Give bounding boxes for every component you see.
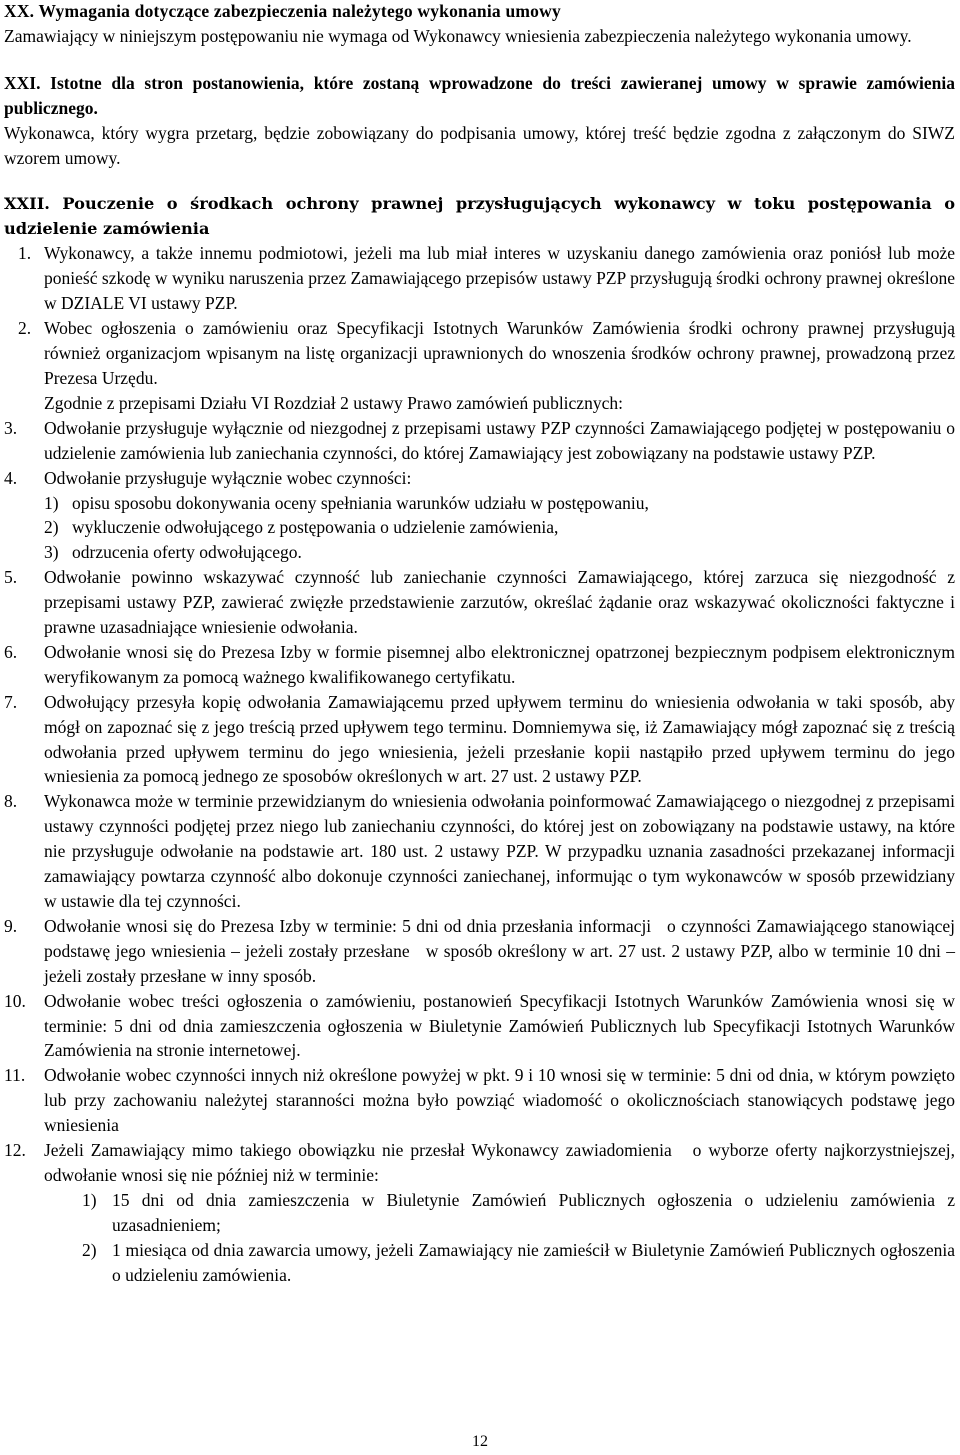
sub-list-item — [4, 1188, 955, 1238]
list-item — [4, 466, 955, 491]
list-item — [4, 241, 955, 316]
list-item — [4, 416, 955, 466]
list-item — [4, 1063, 955, 1138]
sub-list-item — [4, 1238, 955, 1288]
list-item — [4, 789, 955, 914]
sub-list-item-number: 3) — [44, 542, 59, 563]
list-item — [4, 1138, 960, 1188]
list-item-text: Odwołanie powinno wskazywać czynność lub zaniechanie czynności Zamawiającego, której zarzuca się niezgodność z przepisami ustawy PZP, zawierać zwięzłe przedstawienie zarzutów, określać żądanie oraz wskazywać okoliczności faktyczne i prawne uzasadniające wniesienie odwołania. — [44, 567, 955, 638]
list-item-text: Odwołanie przysługuje wyłącznie od niezgodnej z przepisami ustawy PZP czynności Zamawiającego podjętej w postępowaniu o udzielenie zamówienia lub zaniechania czynności, do której Zamawiający jest zobowiązany na podstawie ustawy PZP. — [44, 417, 955, 463]
list-item-text: Wobec ogłoszenia o zamówieniu oraz Specyfikacji Istotnych Warunków Zamówienia środki ochrony prawnej przysługują również organizacjom wpisanym na listę organizacji uprawnionych do wnoszenia środków ochrony prawnej, prowadzoną przez Prezesa Urzędu. — [44, 318, 955, 388]
list-item-number: 5. — [4, 567, 18, 588]
list-item-number: 10. — [4, 990, 26, 1011]
list-item-text: Odwołujący przesyła kopię odwołania Zamawiającemu przed upływem terminu do wniesienia odwołania w taki sposób, aby mógł on zapoznać się z jego treścią przed upływem tego terminu. Domniemywa się, iż Zamawiający mógł zapoznać się z treścią odwołania przed upływem terminu do jego wniesienia, jeżeli przesłanie kopii nastąpiło przed upływem terminu do jego wniesienia za pomocą jednego ze sposobów określonych w art. 27 ust. 2 ustawy PZP. — [44, 691, 955, 787]
sub-list-item-number: 2) — [82, 1239, 97, 1260]
list-item-text: Odwołanie przysługuje wyłącznie wobec czynności: — [44, 467, 412, 488]
list-item — [4, 989, 955, 1064]
list-item-number: 11. — [4, 1065, 26, 1086]
sub-list-item-number: 2) — [44, 517, 59, 538]
list-item-text: Wykonawcy, a także innemu podmiotowi, jeżeli ma lub miał interes w uzyskaniu danego zamówienia oraz poniósł lub może ponieść szkodę w wyniku naruszenia przez Zamawiającego przepisów ustawy PZP przysługują środki ochrony prawnej określone w DZIALE VI ustawy PZP. — [44, 243, 955, 314]
sub-list-item-number: 1) — [44, 492, 59, 513]
list-item-number: 12. — [4, 1140, 26, 1161]
list-item-number: 3. — [4, 417, 18, 438]
sub-list-item-text: 15 dni od dnia zamieszczenia w Biuletynie Zamówień Publicznych ogłoszenia o udzieleniu zamówienia z uzasadnieniem; — [112, 1189, 955, 1235]
sub-list-item — [4, 491, 955, 516]
document-body — [4, 0, 960, 1288]
list-item-number: 7. — [4, 691, 18, 712]
list-item-text: Wykonawca może w terminie przewidzianym do wniesienia odwołania poinformować Zamawiającego o niezgodnej z przepisami ustawy czynności podjętej przez niego lub zaniechaniu czynności, do której jest on zobowiązany na podstawie ustawy, na które nie przysługuje odwołanie na podstawie art. 180 ust. 2 ustawy PZP. W przypadku uznania zasadności przekazanej informacji zamawiający powtarza czynność albo dokonuje czynności zaniechanej, informując o tym wykonawców w sposób przewidziany w ustawie dla tej czynności. — [44, 791, 955, 911]
list-item — [4, 914, 960, 989]
section-xx-body: Zamawiający w niniejszym postępowaniu nie wymaga od Wykonawcy wniesienia zabezpieczenia należytego wykonania umowy. — [4, 25, 912, 46]
list-item-number: 6. — [4, 641, 18, 662]
sub-list-item-text: 1 miesiąca od dnia zawarcia umowy, jeżeli Zamawiający nie zamieścił w Biuletynie Zamówień Publicznych ogłoszenia o udzieleniu zamówienia. — [112, 1239, 955, 1285]
list-item-text: Odwołanie wnosi się do Prezesa Izby w terminie: 5 dni od dnia przesłania informacji o czynności Zamawiającego stanowiącej podstawę jego wniesienia – jeżeli zostały przesłane w sposób określony w art. 27 ust. 2 ustawy PZP, albo w terminie 10 dni – jeżeli zostały przesłane w inny sposób. — [44, 915, 960, 986]
section-xxi-heading: XXI. Istotne dla stron postanowienia, które zostaną wprowadzone do treści zawieranej umowy w sprawie zamówienia publicznego. — [4, 72, 955, 118]
section-xx-heading: XX. Wymagania dotyczące zabezpieczenia należytego wykonania umowy — [4, 1, 561, 21]
list-item-text: Jeżeli Zamawiający mimo takiego obowiązku nie przesłał Wykonawcy zawiadomienia o wyborze oferty najkorzystniejszej, odwołanie wnosi się nie później niż w terminie: — [44, 1140, 960, 1185]
list-item-text: Odwołanie wnosi się do Prezesa Izby w formie pisemnej albo elektronicznej opatrzonej bezpiecznym podpisem elektronicznym weryfikowanym za pomocą ważnego kwalifikowanego certyfikatu. — [44, 641, 955, 687]
list-item — [4, 316, 955, 391]
spacer — [4, 49, 955, 71]
sub-list-item — [4, 540, 955, 565]
sub-list-item-number: 1) — [82, 1189, 97, 1210]
list-item — [4, 640, 955, 690]
list-item-number: 8. — [4, 791, 18, 812]
section-note: Zgodnie z przepisami Działu VI Rozdział 2 ustawy Prawo zamówień publicznych: — [44, 392, 623, 413]
section-xxii-heading: XXII. Pouczenie o środkach ochrony prawnej przysługujących wykonawcy w toku postępowania o udzielenie zamówienia — [4, 194, 955, 238]
list-item-number: 2. — [18, 318, 32, 339]
list-item — [4, 690, 955, 790]
section-xxi-body: Wykonawca, który wygra przetarg, będzie zobowiązany do podpisania umowy, której treść będzie zgodna z załączonym do SIWZ wzorem umowy. — [4, 122, 955, 168]
list-item-text: Odwołanie wobec czynności innych niż określone powyżej w pkt. 9 i 10 wnosi się w terminie: 5 dni od dnia, w którym powzięto lub przy zachowaniu należytej staranności można było powziąć wiadomość o okolicznościach stanowiących podstawę jego wniesienia — [44, 1065, 955, 1136]
list-item — [4, 565, 955, 640]
sub-list-item — [4, 515, 955, 540]
sub-list-item-text: odrzucenia oferty odwołującego. — [72, 542, 302, 563]
page-number: 12 — [472, 1433, 488, 1450]
sub-list-item-text: wykluczenie odwołującego z postępowania o udzielenie zamówienia, — [72, 517, 559, 538]
list-item-text: Odwołanie wobec treści ogłoszenia o zamówieniu, postanowień Specyfikacji Istotnych Warunków Zamówienia wnosi się w terminie: 5 dni od dnia zamieszczenia ogłoszenia w Biuletynie Zamówień Publicznych lub Specyfikacji Istotnych Warunków Zamówienia na stronie internetowej. — [44, 990, 955, 1061]
list-item-number: 9. — [4, 915, 18, 936]
spacer — [4, 170, 955, 192]
list-item-number: 1. — [18, 243, 32, 264]
list-item-number: 4. — [4, 467, 18, 488]
sub-list-item-text: opisu sposobu dokonywania oceny spełniania warunków udziału w postępowaniu, — [72, 492, 649, 513]
